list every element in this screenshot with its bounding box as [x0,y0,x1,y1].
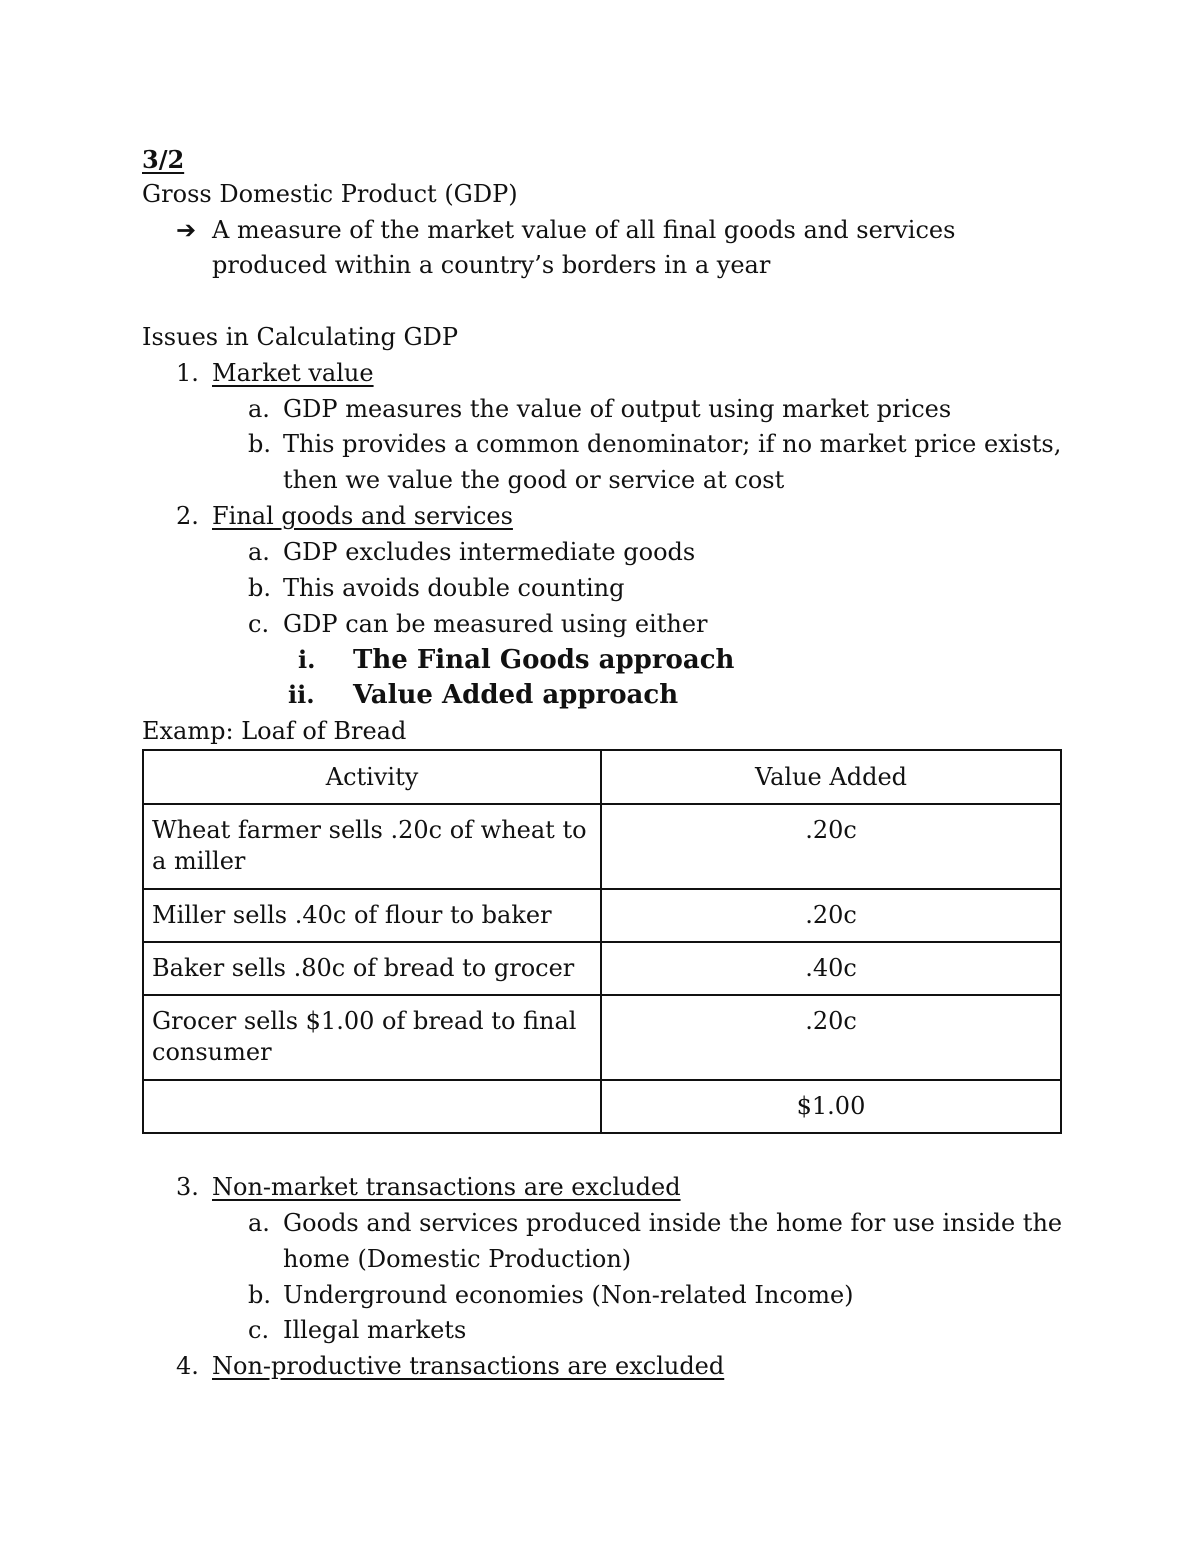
sub-item-text: Underground economies (Non-related Income) [283,1281,854,1309]
arrow-right-icon: ➔ [176,216,197,244]
item-number: 1. [176,359,199,387]
sub-item-text: then we value the good or service at cost [283,466,785,494]
sub-item-text: Illegal markets [283,1316,467,1344]
sub-item-text: GDP can be measured using either [283,610,708,638]
sub-marker: b. [248,430,271,458]
value-cell: .20c [601,889,1061,942]
page-title: Gross Domestic Product (GDP) [142,180,518,208]
total-value-cell: $1.00 [601,1080,1061,1133]
approach-label: Value Added approach [353,680,679,710]
table-row [143,804,1061,889]
item-label: Non-productive transactions are excluded [212,1352,725,1380]
value-cell: .40c [601,942,1061,995]
sub-item-text: GDP measures the value of output using market prices [283,395,952,423]
item-label: Final goods and services [212,502,513,530]
activity-cell: Grocer sells $1.00 of bread to final consumer [143,995,601,1080]
value-cell: .20c [601,995,1061,1080]
value-added-table [142,749,1062,1134]
approach-marker: ii. [288,680,315,709]
sub-item-text: This avoids double counting [283,574,625,602]
sub-marker: a. [248,538,270,566]
sub-marker: c. [248,610,270,638]
activity-cell [143,1080,601,1133]
sub-item-text: home (Domestic Production) [283,1245,632,1273]
sub-marker: a. [248,1209,270,1237]
value-cell: .20c [601,804,1061,889]
table-row [143,995,1061,1080]
table-row [143,889,1061,942]
item-number: 4. [176,1352,199,1380]
table-total-row [143,1080,1061,1133]
activity-cell: Baker sells .80c of bread to grocer [143,942,601,995]
sub-item-text: GDP excludes intermediate goods [283,538,696,566]
sub-marker: b. [248,574,271,602]
sub-marker: c. [248,1316,270,1344]
definition-line-2: produced within a country’s borders in a year [212,251,771,279]
item-label: Non-market transactions are excluded [212,1173,681,1201]
column-header: Activity [143,750,601,804]
sub-item-text: Goods and services produced inside the home for use inside the [283,1209,1063,1237]
activity-cell: Miller sells .40c of flour to baker [143,889,601,942]
table-header-row [143,750,1061,804]
example-label: Examp: Loaf of Bread [142,717,407,745]
issues-title: Issues in Calculating GDP [142,323,459,351]
item-number: 3. [176,1173,199,1201]
date-heading: 3/2 [142,145,185,174]
sub-marker: a. [248,395,270,423]
table-row [143,942,1061,995]
approach-marker: i. [298,645,316,674]
activity-cell: Wheat farmer sells .20c of wheat to a miller [143,804,601,889]
sub-item-text: This provides a common denominator; if no market price exists, [283,430,1062,458]
item-number: 2. [176,502,199,530]
sub-marker: b. [248,1281,271,1309]
definition-line-1: A measure of the market value of all final goods and services [212,216,956,244]
approach-label: The Final Goods approach [353,645,735,675]
item-label: Market value [212,359,374,387]
column-header: Value Added [601,750,1061,804]
